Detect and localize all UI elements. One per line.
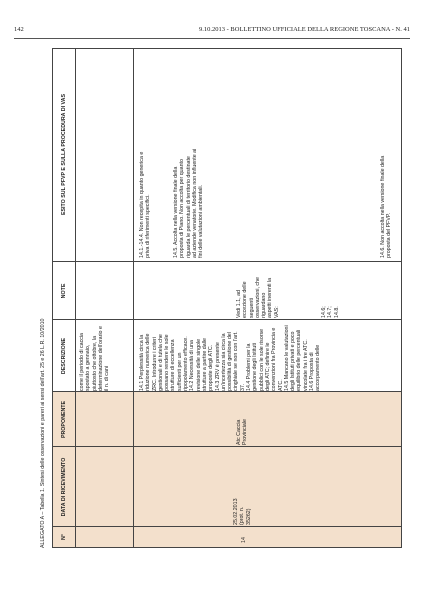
- text-line: ad aziende venatorie. Modifica non influente ai: [191, 148, 198, 258]
- text-line: proposte degli ATC.: [208, 344, 215, 391]
- text-line: possano rendere le sole: [164, 334, 171, 391]
- col-n-bg: [53, 527, 401, 547]
- text-line: ATC.: [277, 379, 284, 391]
- page-number: 142: [14, 26, 24, 33]
- text-line: aspetti inerenti la: [267, 277, 274, 318]
- text-line: 14.3 ZRV è presente: [214, 342, 221, 391]
- text-line: 14.6;: [321, 306, 327, 318]
- text-line: proposta di Piano. Non accolta per quanto: [179, 159, 186, 258]
- text-line: 14.5 Mancano le valutazioni: [283, 325, 290, 391]
- note-list: [321, 266, 340, 318]
- text-line: sufficienti per un: [176, 352, 183, 391]
- text-line: riguarda le percentuali di territorio destinate: [185, 156, 192, 258]
- text-line: cinghiale se non con l'art.: [233, 331, 240, 391]
- text-line: degli Istituti privati e poco: [290, 331, 297, 391]
- text-line: fini delle valutazioni ambientali.: [198, 184, 205, 258]
- text-line: (prot. n.: [239, 506, 246, 525]
- text-line: priva di riferimenti specifici.: [145, 194, 152, 258]
- esito-14-1-4: [139, 53, 152, 258]
- header-note: NOTE: [60, 283, 67, 299]
- text-line: accorpamento delle: [315, 344, 322, 391]
- text-line: vincolate fra i tre ATC.: [302, 339, 309, 391]
- text-line: Provinciale: [242, 419, 249, 445]
- text-line: ripopolamento efficace.: [183, 336, 190, 391]
- text-line: Vedi 1.1, ad: [236, 290, 242, 318]
- text-line: come il periodo di caccia: [79, 333, 85, 391]
- text-line: gestione degli Istituti: [252, 343, 259, 391]
- text-line: spostato a gennaio,: [85, 344, 92, 391]
- text-line: revisione delle singole: [195, 338, 202, 391]
- description-continued: [79, 323, 110, 391]
- observations-table: [52, 48, 402, 548]
- table-caption: ALLEGATO A – Tabella 1. Sintesi delle osservazioni e pareri ai sensi dell'art. 25 e 26 L.R. 10/2010: [40, 318, 46, 548]
- header-esito: ESITO SUL PFVP E SULLA PROCEDURA DI VAS: [60, 93, 67, 216]
- text-line: un'incertezza sia circa la: [220, 333, 227, 391]
- note-text: [236, 266, 280, 318]
- header-rule: [14, 38, 410, 39]
- text-line: 14.7;: [327, 306, 334, 318]
- text-line: 37.: [239, 383, 246, 391]
- header-proponente: PROPONENTE: [60, 400, 67, 439]
- text-line: 14.2 Necessità di una: [189, 340, 196, 391]
- text-line: Atc Caccia: [236, 419, 242, 445]
- esito-14-5: [173, 53, 204, 258]
- text-line: 25.02.2013: [233, 498, 239, 525]
- header-descrizione: DESCRIZIONE: [60, 337, 67, 375]
- text-line: degli ATC; definire le: [264, 342, 271, 391]
- text-line: 14.8.: [333, 306, 340, 318]
- text-line: pubblici con le sole risorse: [258, 328, 265, 391]
- bulletin-title: 9.10.2013 - BOLLETTINO UFFICIALE DELLA REGIONE TOSCANA - N. 41: [199, 26, 410, 33]
- text-line: possibilità di gestione del: [227, 332, 234, 391]
- col-data-bg: [53, 447, 401, 527]
- text-line: 14.4 Problemi per la: [246, 343, 253, 391]
- text-line: osservazioni, che: [254, 277, 261, 318]
- text-line: strutture a partire dalle: [201, 338, 208, 391]
- rotated-table-block: [40, 48, 410, 548]
- text-line: equilibrio delle percentuali: [296, 329, 303, 391]
- description-main: [139, 323, 322, 391]
- text-line: 35262): [245, 508, 252, 525]
- text-line: 14.6 Proposta di: [309, 352, 316, 391]
- proponente-name: [236, 395, 249, 445]
- text-line: riduzione numerica delle: [145, 333, 152, 391]
- text-line: 14.1 Perplessità circa la: [139, 334, 145, 391]
- text-line: seguenti: [248, 297, 255, 318]
- text-line: 14.6. Non accolta nella versione finale della: [380, 155, 386, 258]
- text-line: VAS:: [273, 306, 280, 318]
- text-line: determinazione dell'orario e: [97, 326, 104, 391]
- text-line: 14.5. Accolta nella versione finale della: [173, 166, 179, 258]
- received-date: [233, 483, 252, 525]
- text-line: riguardano: [261, 292, 268, 318]
- header-n: N°: [60, 534, 67, 540]
- row-number: 14: [241, 537, 247, 543]
- text-line: gestionali e di tutela che: [157, 334, 164, 391]
- header-data-ricevimento: DATA DI RICEVIMENTO: [60, 457, 67, 517]
- esito-14-6: [380, 53, 393, 258]
- text-line: piuttosto che ottobre, la: [91, 335, 98, 391]
- text-line: strutture di eccellenza: [170, 339, 177, 391]
- col-proponente-bg: [53, 392, 401, 447]
- text-line: eccezione delle: [242, 281, 249, 318]
- text-line: convenzioni fra Provincia e: [271, 327, 278, 391]
- text-line: il n. di cani: [104, 365, 111, 391]
- text-line: ZRC. Introdurre i criteri: [151, 337, 158, 391]
- text-line: 14.1.-14.4. Non recepita in quanto generica e: [139, 151, 145, 258]
- page-header: [14, 26, 410, 36]
- text-line: proposta del PFVP.: [386, 212, 393, 258]
